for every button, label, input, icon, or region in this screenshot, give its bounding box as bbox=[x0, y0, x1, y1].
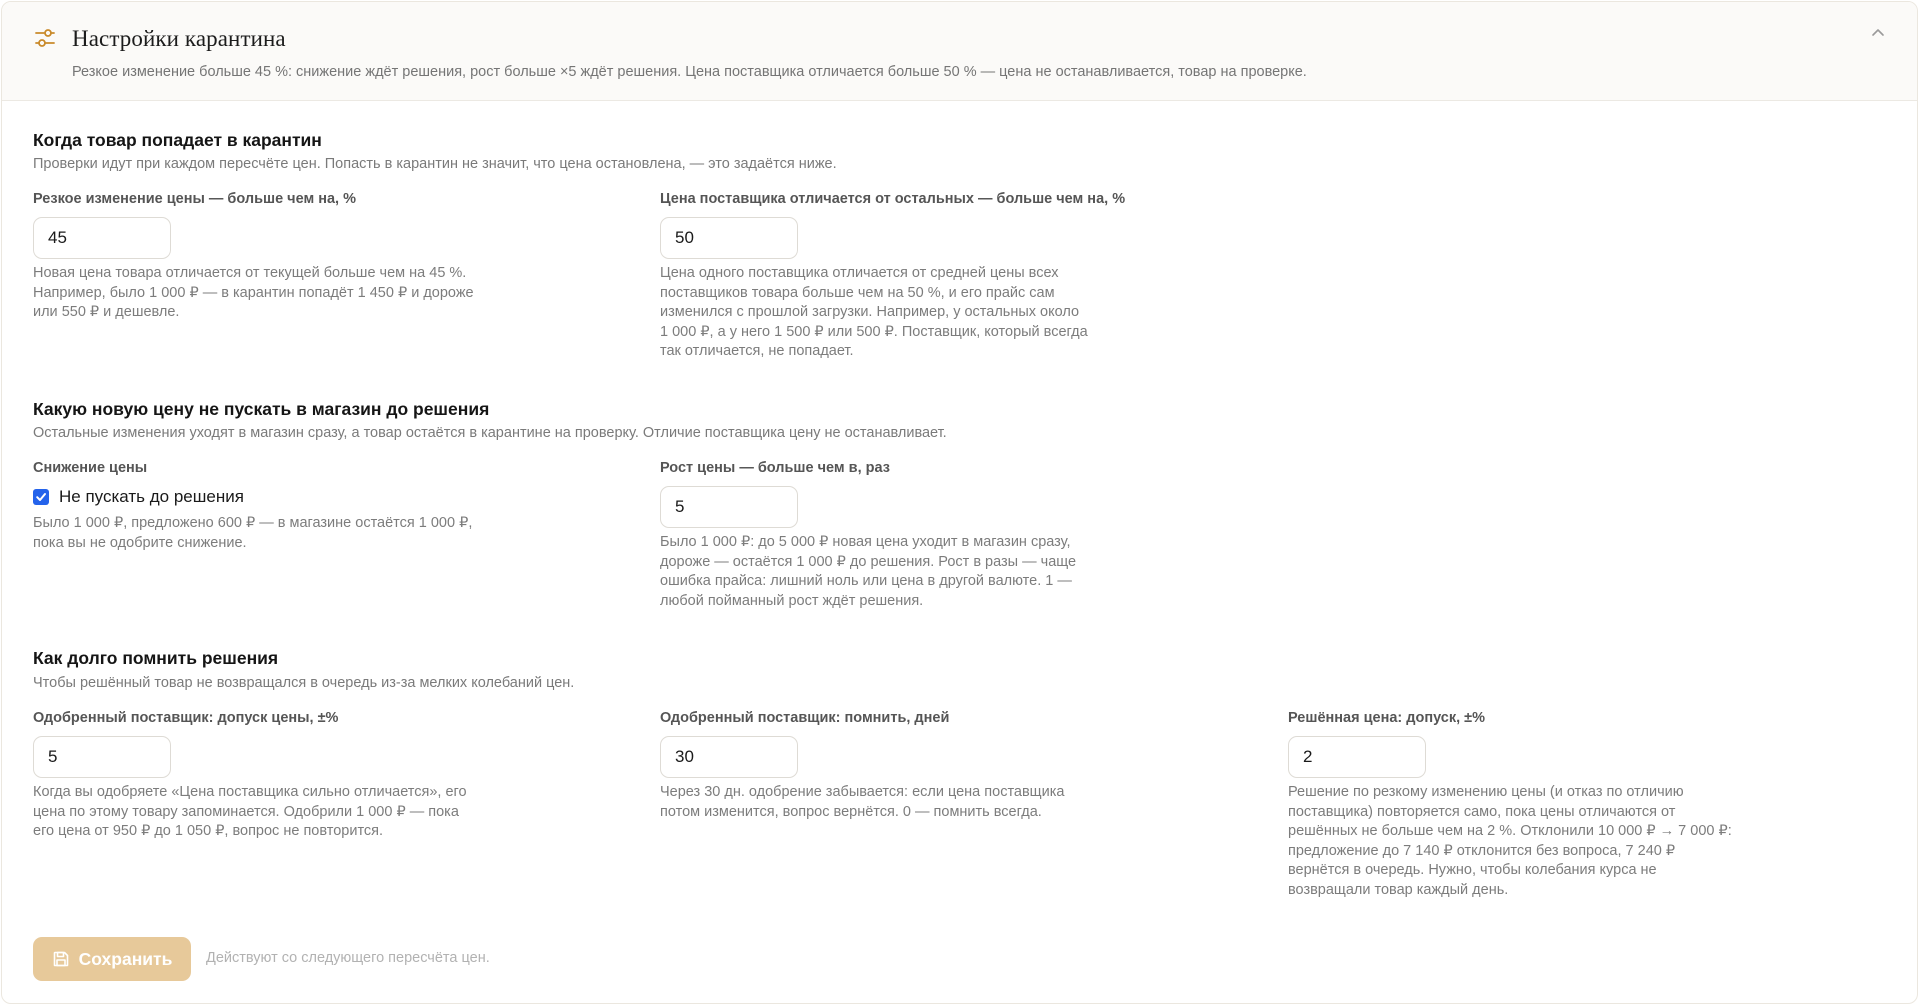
checkmark-icon bbox=[35, 491, 47, 503]
floppy-disk-icon bbox=[52, 950, 70, 968]
supplier-tolerance-input[interactable] bbox=[33, 736, 171, 778]
hint-line: дороже — остаётся 1 000 ₽ до решения. Рост в разы — чаще bbox=[660, 553, 1077, 570]
supplier-diff-label: Цена поставщика отличается от остальных — больше чем на, % bbox=[660, 191, 1126, 207]
hint-line: Например, было 1 000 ₽ — в карантин попадёт 1 450 ₽ и дороже bbox=[33, 284, 474, 301]
hint-line: поставщика) повторяется само, пока цены отличаются от bbox=[1288, 803, 1676, 820]
section-description-memory: Чтобы решённый товар не возвращался в очередь из-за мелких колебаний цен. bbox=[33, 675, 575, 691]
price-decrease-label: Снижение цены bbox=[33, 460, 148, 476]
supplier-tolerance-hint bbox=[33, 783, 467, 842]
hint-line: любой пойманный рост ждёт решения. bbox=[660, 592, 924, 609]
resolved-tolerance-input[interactable] bbox=[1288, 736, 1426, 778]
hint-line: его цена от 950 ₽ до 1 050 ₽, вопрос не повторится. bbox=[33, 823, 384, 840]
hint-line: цена по этому товару запоминается. Одобрили 1 000 ₽ — пока bbox=[33, 803, 459, 820]
save-button[interactable] bbox=[33, 937, 191, 981]
hint-line: изменился с прошлой загрузки. Например, у остальных около bbox=[660, 304, 1080, 321]
section-title-block: Какую новую цену не пускать в магазин до решения bbox=[33, 399, 490, 419]
supplier-days-input[interactable] bbox=[660, 736, 798, 778]
checkbox-checked[interactable] bbox=[33, 489, 49, 505]
quarantine-settings-card bbox=[1, 1, 1918, 1004]
hint-line: так отличается, не попадает. bbox=[660, 343, 854, 360]
hint-line: ошибка прайса: лишний ноль или цена в другой валюте. 1 — bbox=[660, 573, 1072, 590]
section-description-block: Остальные изменения уходят в магазин сразу, а товар остаётся в карантине на проверку. Отличие поставщика цену не останавливает. bbox=[33, 425, 947, 441]
hint-line: Когда вы одобряете «Цена поставщика сильно отличается», его bbox=[33, 784, 467, 800]
page-title: Настройки карантина bbox=[72, 26, 286, 51]
hint-line: предложение до 7 140 ₽ отклонится без вопроса, 7 240 ₽ bbox=[1288, 842, 1676, 859]
price-increase-input[interactable] bbox=[660, 486, 798, 528]
hint-line: Было 1 000 ₽, предложено 600 ₽ — в магазине остаётся 1 000 ₽, bbox=[33, 515, 473, 531]
hint-line: поставщиков товара больше чем на 50 %, и его прайс сам bbox=[660, 284, 1055, 301]
hint-line: Было 1 000 ₽: до 5 000 ₽ новая цена уходит в магазин сразу, bbox=[660, 534, 1071, 550]
hint-line: пока вы не одобрите снижение. bbox=[33, 534, 247, 551]
supplier-diff-hint bbox=[660, 264, 1088, 362]
hint-line: Новая цена товара отличается от текущей больше чем на 45 %. bbox=[33, 265, 467, 281]
hint-line: возвращали товар каждый день. bbox=[1288, 881, 1509, 898]
card-header[interactable] bbox=[2, 2, 1917, 101]
supplier-days-hint bbox=[660, 783, 1064, 822]
hint-line: 1 000 ₽, а у него 1 500 ₽ или 500 ₽. Поставщик, который всегда bbox=[660, 323, 1088, 340]
price-increase-label: Рост цены — больше чем в, раз bbox=[660, 460, 890, 476]
section-description-entry: Проверки идут при каждом пересчёте цен. Попасть в карантин не значит, что цена остановлена, — это задаётся ниже. bbox=[33, 156, 837, 172]
supplier-diff-input[interactable] bbox=[660, 217, 798, 259]
hint-line: решённых не больше чем на 2 %. Отклонили 10 000 ₽ → 7 000 ₽: bbox=[1288, 823, 1732, 840]
sliders-icon bbox=[33, 26, 57, 50]
price-decrease-hint bbox=[33, 514, 472, 553]
hint-line: вернётся в очередь. Нужно, чтобы колебания курса не bbox=[1288, 862, 1657, 879]
resolved-tolerance-label: Решённая цена: допуск, ±% bbox=[1288, 710, 1486, 726]
supplier-days-label: Одобренный поставщик: помнить, дней bbox=[660, 710, 950, 726]
section-title-entry: Когда товар попадает в карантин bbox=[33, 130, 322, 150]
hint-line: Решение по резкому изменению цены (и отказ по отличию bbox=[1288, 784, 1684, 800]
save-button-label: Сохранить bbox=[78, 948, 173, 969]
sharp-change-label: Резкое изменение цены — больше чем на, % bbox=[33, 191, 356, 207]
supplier-tolerance-label: Одобренный поставщик: допуск цены, ±% bbox=[33, 710, 339, 726]
checkbox-label: Не пускать до решения bbox=[59, 487, 244, 506]
hint-line: Цена одного поставщика отличается от средней цены всех bbox=[660, 265, 1059, 281]
block-decrease-checkbox[interactable] bbox=[33, 487, 244, 507]
resolved-tolerance-hint bbox=[1288, 783, 1732, 901]
hint-line: или 550 ₽ и дешевле. bbox=[33, 304, 180, 321]
save-note: Действуют со следующего пересчёта цен. bbox=[206, 950, 490, 966]
section-title-memory: Как долго помнить решения bbox=[33, 648, 279, 668]
chevron-up-icon[interactable] bbox=[1869, 24, 1887, 42]
sharp-change-input[interactable] bbox=[33, 217, 171, 259]
sharp-change-hint bbox=[33, 264, 474, 323]
price-increase-hint bbox=[660, 533, 1076, 611]
hint-line: Через 30 дн. одобрение забывается: если цена поставщика bbox=[660, 784, 1065, 800]
settings-summary: Резкое изменение больше 45 %: снижение ждёт решения, рост больше ×5 ждёт решения. Цена поставщика отличается больше 50 % — цена не останавливается, товар на проверке. bbox=[72, 64, 1307, 80]
hint-line: потом изменится, вопрос вернётся. 0 — помнить всегда. bbox=[660, 803, 1042, 820]
